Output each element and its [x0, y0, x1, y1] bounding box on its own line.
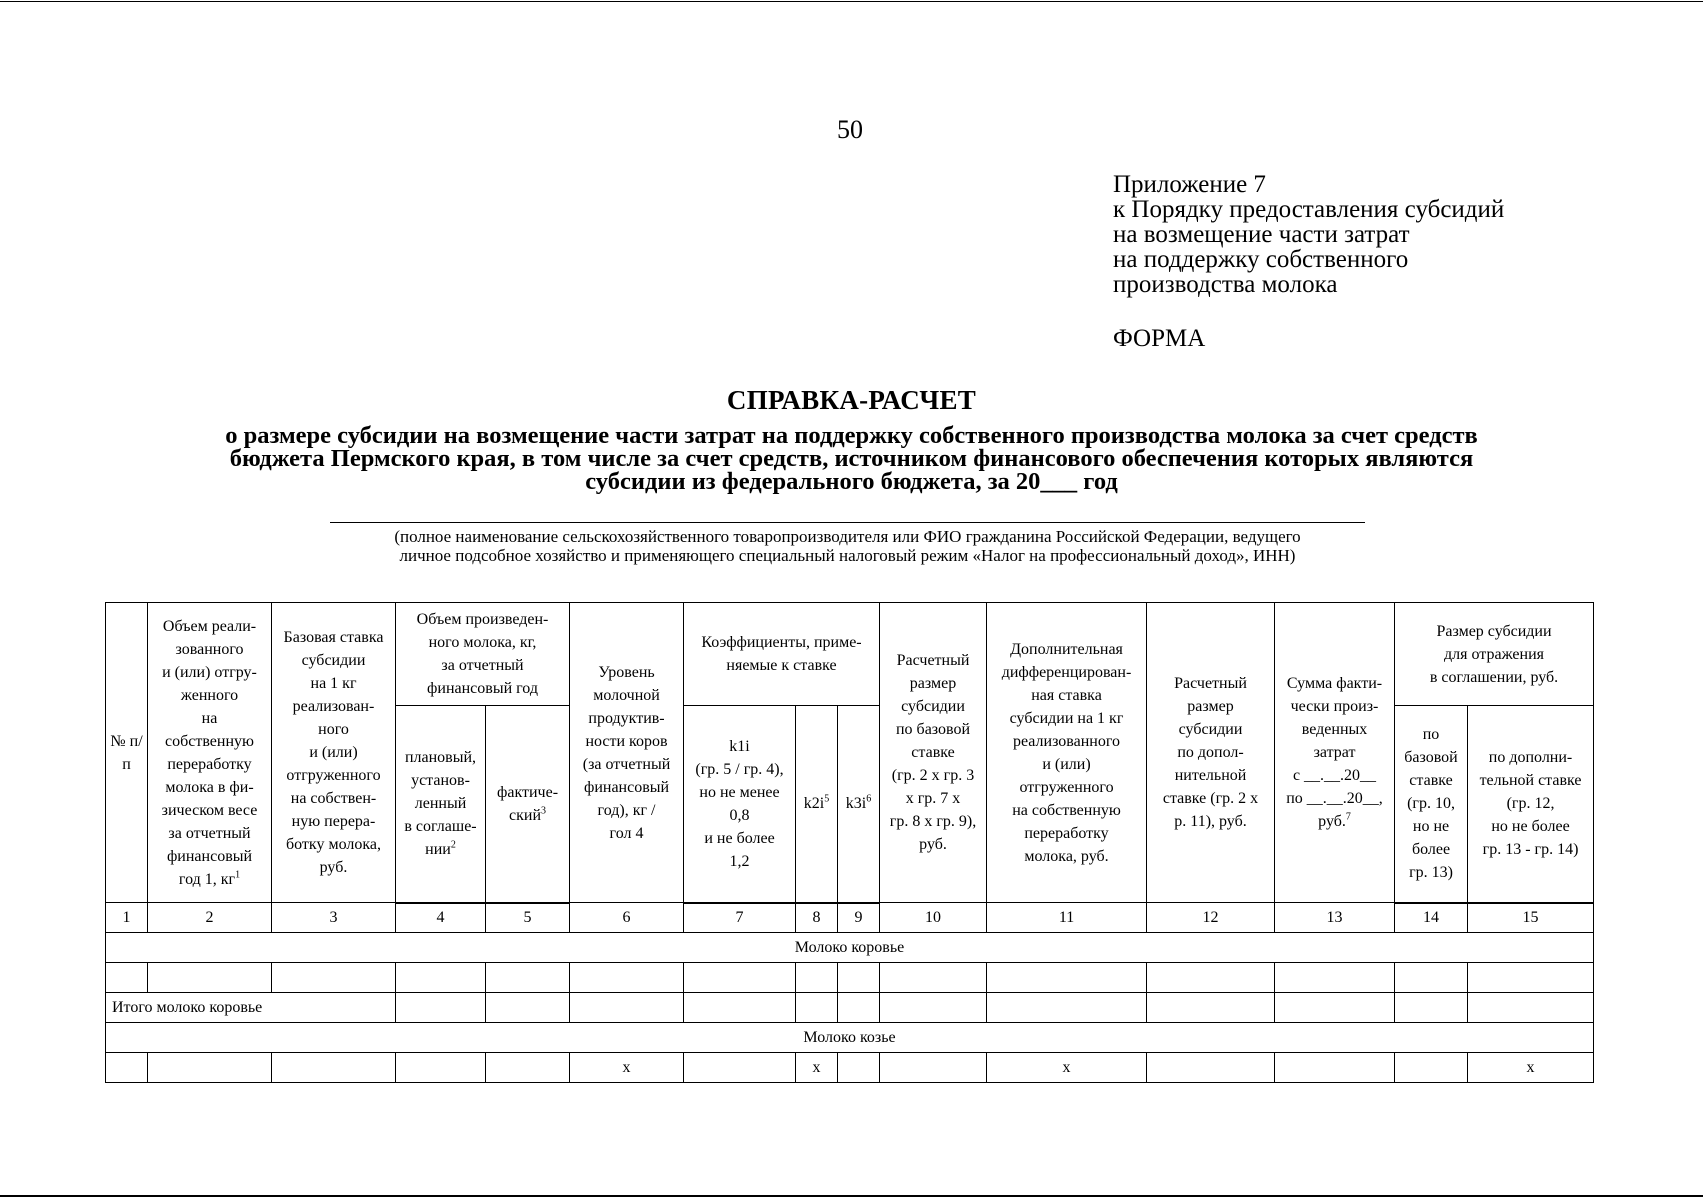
page-number: 50 [837, 115, 863, 144]
column-number: 15 [1468, 903, 1594, 933]
total-row [106, 993, 1594, 1023]
table-cell[interactable] [1147, 993, 1275, 1023]
header-col-1: № п/п [106, 603, 148, 903]
column-number: 13 [1275, 903, 1395, 933]
header-col-12: Расчетный размер субсидии по допол- нительной ставке (гр. 2 х р. 11), руб. [1147, 603, 1275, 903]
table-row [106, 1053, 1594, 1083]
column-number: 6 [570, 903, 684, 933]
hint-line: личное подсобное хозяйство и применяющего специальный налоговый режим «Налог на профессиональный доход», ИНН) [399, 546, 1296, 565]
column-number: 5 [486, 903, 570, 933]
not-applicable-mark: х [796, 1053, 838, 1083]
table-cell[interactable] [272, 1053, 396, 1083]
table-cell[interactable] [148, 1053, 272, 1083]
column-number: 1 [106, 903, 148, 933]
column-number: 2 [148, 903, 272, 933]
table-cell[interactable] [106, 1053, 148, 1083]
table-cell[interactable] [838, 963, 880, 993]
form-label: ФОРМА [1113, 325, 1206, 352]
table-cell[interactable] [838, 993, 880, 1023]
total-cow-milk-label: Итого молоко коровье [106, 993, 396, 1023]
table-cell[interactable] [1395, 963, 1468, 993]
column-number: 14 [1395, 903, 1468, 933]
table-cell[interactable] [796, 963, 838, 993]
column-number: 11 [987, 903, 1147, 933]
table-cell[interactable] [1468, 993, 1594, 1023]
not-applicable-mark: х [570, 1053, 684, 1083]
table-cell[interactable] [880, 1053, 987, 1083]
header-col-4: плановый, установ- ленный в соглаше- нии$^2$ [396, 706, 486, 903]
table-cell[interactable] [1147, 1053, 1275, 1083]
table-cell[interactable] [570, 993, 684, 1023]
table-cell[interactable] [684, 963, 796, 993]
table-cell[interactable] [396, 963, 486, 993]
table-cell[interactable] [486, 993, 570, 1023]
table-cell[interactable] [1147, 963, 1275, 993]
header-col-10: Расчетный размер субсидии по базовой ставке (гр. 2 х гр. 3 х гр. 7 х гр. 8 х гр. 9), руб. [880, 603, 987, 903]
table-cell[interactable] [396, 1053, 486, 1083]
hint-line: (полное наименование сельскохозяйственного товаропроизводителя или ФИО гражданина Российской Федерации, ведущего [394, 527, 1301, 546]
table-cell[interactable] [570, 963, 684, 993]
header-col-15: по дополни- тельной ставке (гр. 12, но не более гр. 13 - гр. 14) [1468, 706, 1594, 903]
appendix-line: к Порядку предоставления субсидий [1113, 196, 1505, 223]
table-cell[interactable] [486, 1053, 570, 1083]
page-top-rule [0, 1, 1703, 2]
table-cell[interactable] [1468, 963, 1594, 993]
column-number: 8 [796, 903, 838, 933]
table-cell[interactable] [684, 993, 796, 1023]
table-row [106, 963, 1594, 993]
table-cell[interactable] [1275, 963, 1395, 993]
header-group-14-15: Размер субсидии для отражения в соглашении, руб. [1395, 603, 1594, 706]
header-col-3: Базовая ставка субсидии на 1 кг реализован- ного и (или) отгруженного на собствен- ную перера- ботку молока, руб. [272, 603, 396, 903]
table-cell[interactable] [880, 993, 987, 1023]
column-number: 3 [272, 903, 396, 933]
header-col-11: Дополнительная дифференцирован- ная ставка субсидии на 1 кг реализованного и (или) отгруженного на собственную переработку молока, руб. [987, 603, 1147, 903]
header-col-9: $k3i^6$ [838, 706, 880, 903]
table-cell[interactable] [148, 963, 272, 993]
header-col-14: по базовой ставке (гр. 10, но не более гр. 13) [1395, 706, 1468, 903]
not-applicable-mark: х [987, 1053, 1147, 1083]
table-cell[interactable] [1395, 1053, 1468, 1083]
section-cow-milk: Молоко коровье [106, 933, 1594, 963]
header-col-7: k1i (гр. 5 / гр. 4), но не менее 0,8 и не более 1,2 [684, 706, 796, 903]
subtitle-line: о размере субсидии на возмещение части затрат на поддержку собственного производства молока за счет средств [225, 422, 1478, 449]
document-subtitle [100, 424, 1603, 493]
column-number: 7 [684, 903, 796, 933]
header-col-5: фактиче- ский$^3$ [486, 706, 570, 903]
column-number-row [106, 903, 1594, 933]
subtitle-line: субсидии из федерального бюджета, за 20___ год [585, 468, 1118, 495]
not-applicable-mark: х [1468, 1053, 1594, 1083]
table-cell[interactable] [987, 993, 1147, 1023]
producer-name-hint [260, 527, 1435, 565]
header-group-4-5: Объем произведен- ного молока, кг, за отчетный финансовый год [396, 603, 570, 706]
table-cell[interactable] [486, 963, 570, 993]
page-bottom-rule [0, 1195, 1703, 1197]
header-col-8: $k2i^5$ [796, 706, 838, 903]
column-number: 4 [396, 903, 486, 933]
document-title: СПРАВКА-РАСЧЕТ [726, 385, 977, 415]
table-cell[interactable] [272, 963, 396, 993]
table-cell[interactable] [684, 1053, 796, 1083]
header-col-6: Уровень молочной продуктив- ности коров (за отчетный финансовый год), кг / гол 4 [570, 603, 684, 903]
appendix-line: Приложение 7 [1113, 171, 1266, 198]
table-cell[interactable] [1275, 993, 1395, 1023]
appendix-line: на поддержку собственного [1113, 246, 1409, 273]
section-goat-milk: Молоко козье [106, 1023, 1594, 1053]
table-cell[interactable] [880, 963, 987, 993]
appendix-line: производства молока [1113, 271, 1338, 298]
header-group-7-9: Коэффициенты, приме- няемые к ставке [684, 603, 880, 706]
header-col-13: Сумма факти- чески произ- веденных затрат с __.__.20__ по __.__.20__, руб.$^7$ [1275, 603, 1395, 903]
subtitle-line: бюджета Пермского края, в том числе за счет средств, источником финансового обеспечения которых являются [229, 445, 1474, 472]
appendix-block [1113, 172, 1504, 297]
table-cell[interactable] [838, 1053, 880, 1083]
table-cell[interactable] [1275, 1053, 1395, 1083]
table-cell[interactable] [987, 963, 1147, 993]
column-number: 9 [838, 903, 880, 933]
table-cell[interactable] [396, 993, 486, 1023]
table-cell[interactable] [106, 963, 148, 993]
column-number: 12 [1147, 903, 1275, 933]
producer-name-line [330, 522, 1365, 523]
table-cell[interactable] [796, 993, 838, 1023]
table-cell[interactable] [1395, 993, 1468, 1023]
header-col-2: Объем реали- зованного и (или) отгру- женного на собственную переработку молока в фи- зическом весе за отчетный финансовый год 1, $кг^1$ [148, 603, 272, 903]
column-number: 10 [880, 903, 987, 933]
calculation-table [105, 602, 1594, 1083]
appendix-line: на возмещение части затрат [1113, 221, 1410, 248]
